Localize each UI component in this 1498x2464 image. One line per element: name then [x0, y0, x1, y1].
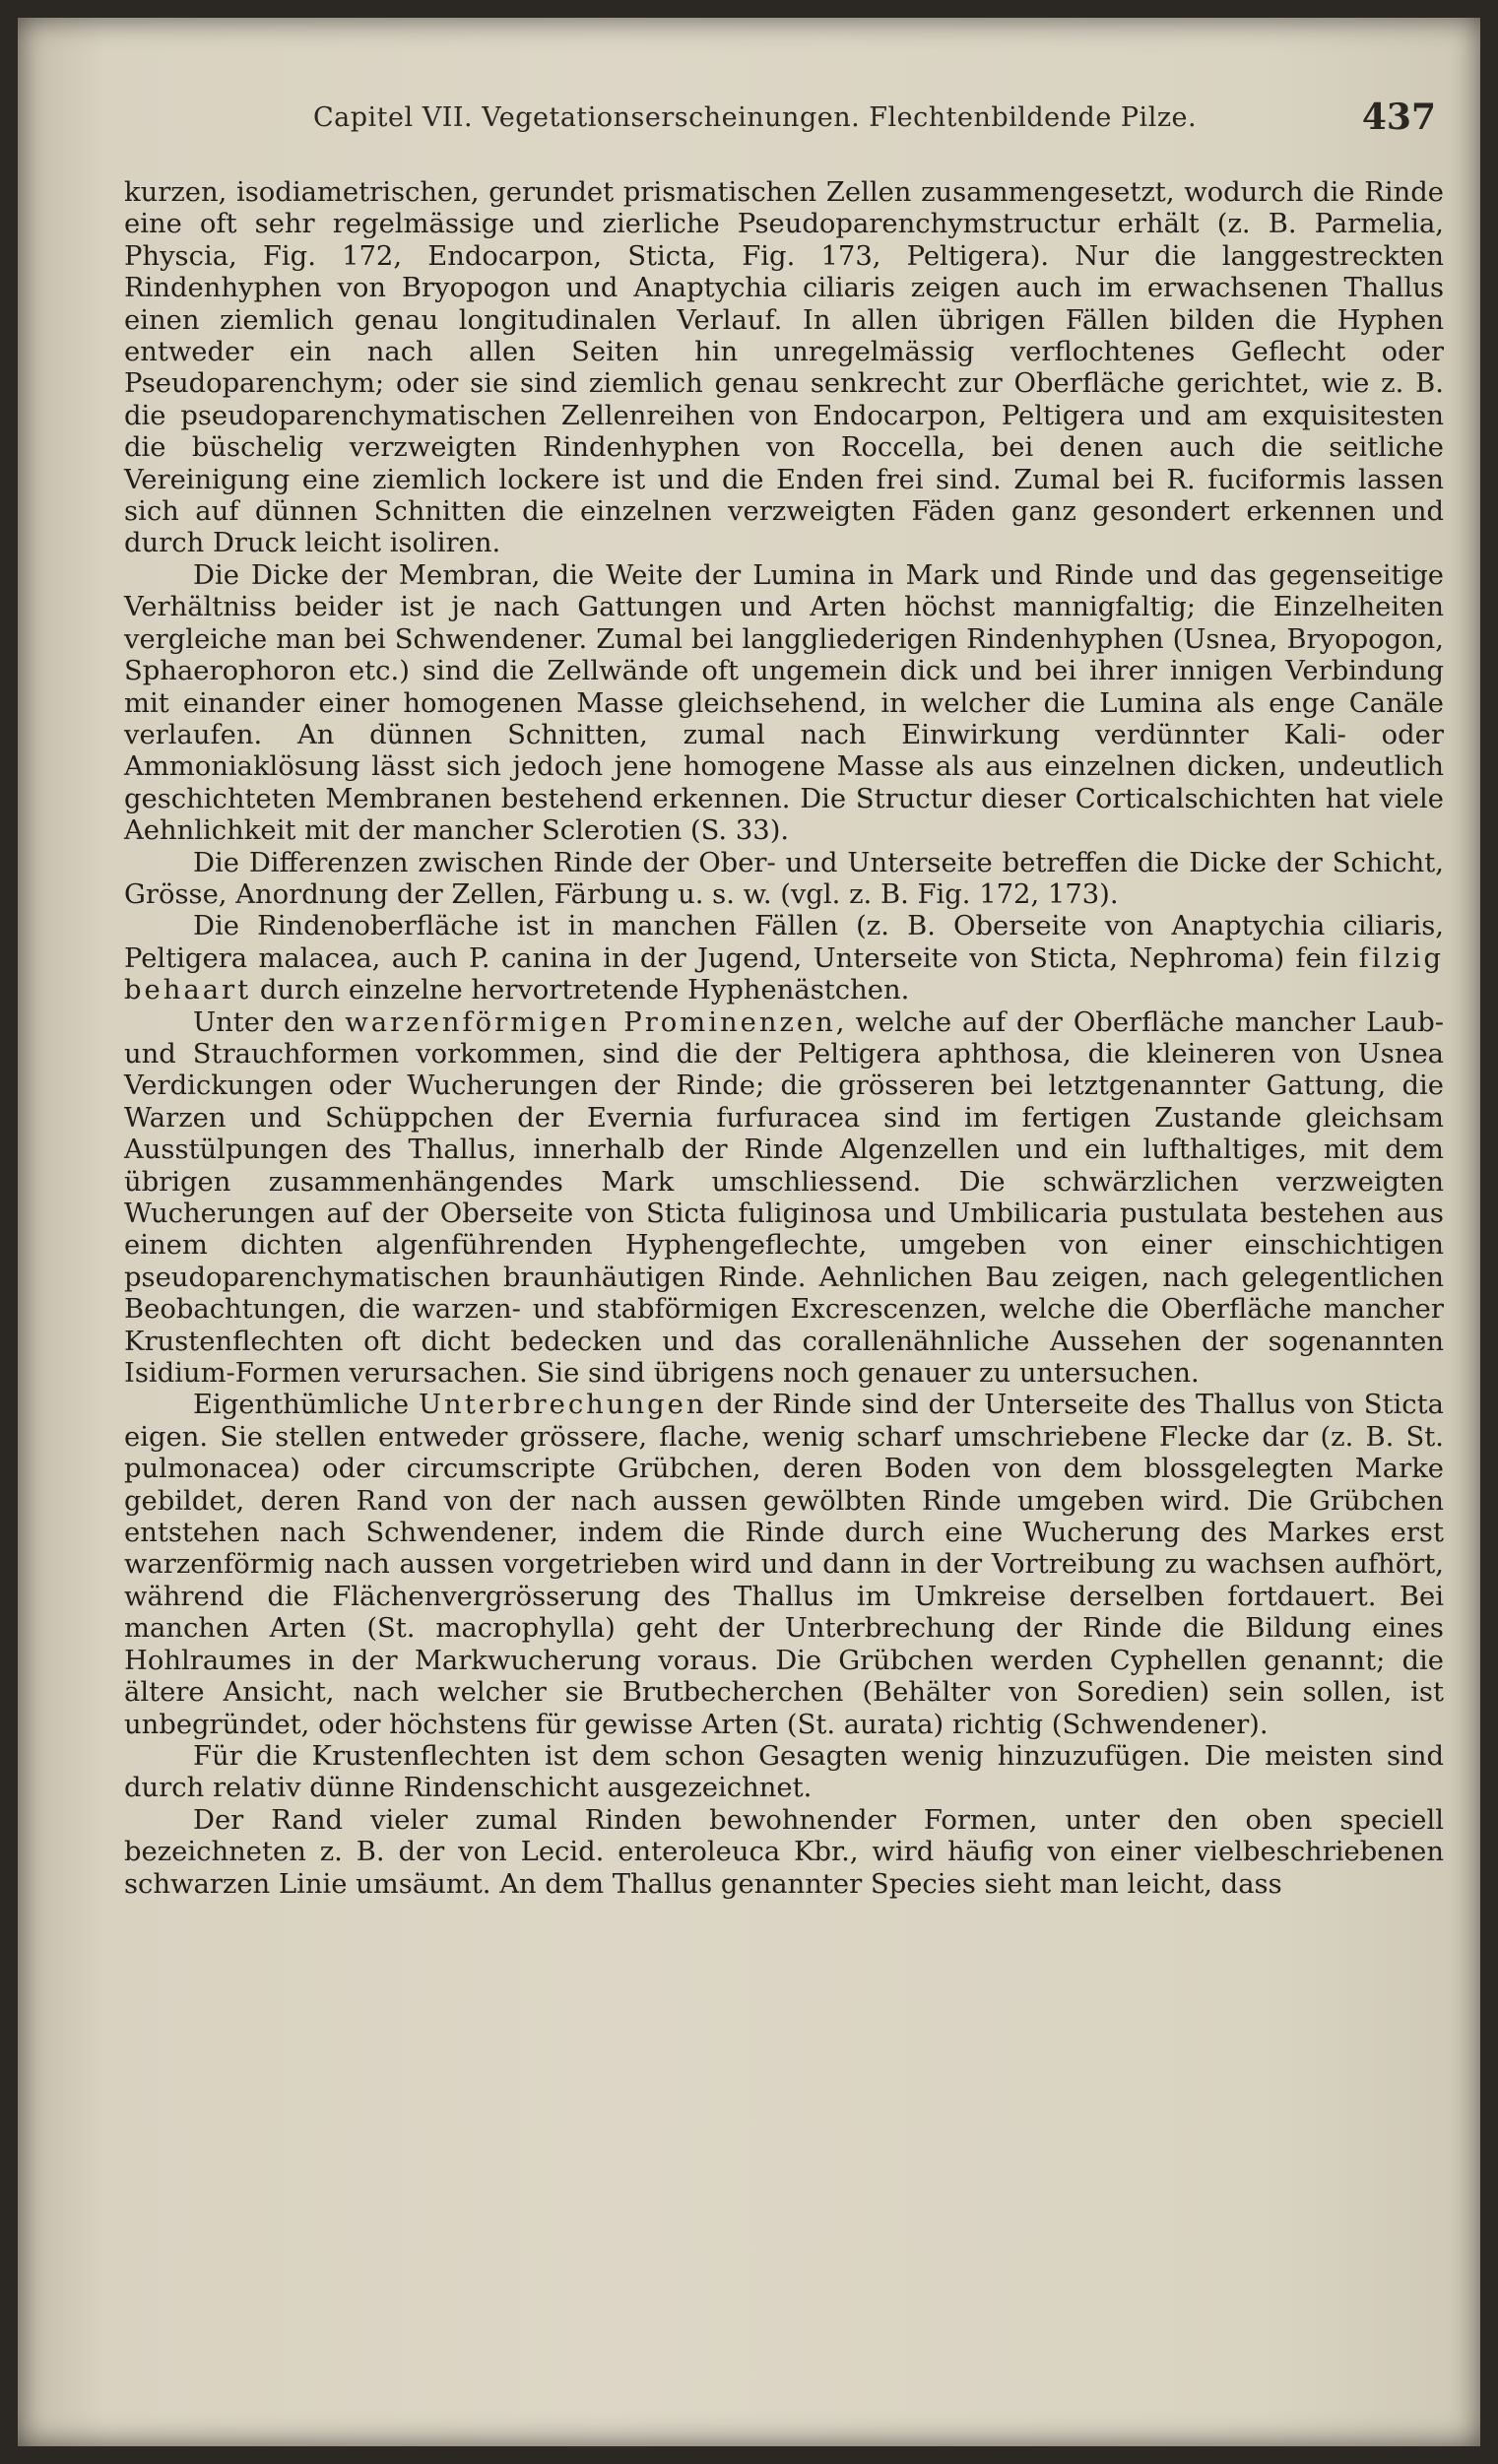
- paragraph-4-spaced-term: filzig behaart: [124, 942, 1444, 1006]
- paragraph-5: [124, 1007, 1444, 1391]
- paragraph-5-spaced-term: warzenförmigen Prominenzen: [345, 1006, 836, 1038]
- book-page: [18, 18, 1480, 2446]
- running-title: Capitel VII. Vegetationserscheinungen. Flechtenbildende Pilze.: [313, 102, 1198, 133]
- paragraph-4-text-b: durch einzelne hervortretende Hyphenästchen.: [251, 975, 910, 1006]
- page-header: [313, 95, 1475, 154]
- paragraph-6-spaced-term: Unterbrechungen: [418, 1390, 707, 1421]
- paragraph-1: kurzen, isodiametrischen, gerundet prismatischen Zellen zusammengesetzt, wodurch die Rinde eine oft sehr regelmässige und zierliche Pseudoparenchymstructur erhält (z. B. Parmelia, Physcia, Fig. 172, Endocarpon, Sticta, Fig. 173, Peltigera). Nur die langgestreckten Rindenhyphen von Bryopogon und Anaptychia ciliaris zeigen auch im erwachsenen Thallus einen ziemlich genau longitudinalen Verlauf. In allen übrigen Fällen bilden die Hyphen entweder ein nach allen Seiten hin unregelmässig verflochtenes Geflecht oder Pseudoparenchym; oder sie sind ziemlich genau senkrecht zur Oberfläche gerichtet, wie z. B. die pseudoparenchymatischen Zellenreihen von Endocarpon, Peltigera und am exquisitesten die büschelig verzweigten Rindenhyphen von Roccella, bei denen auch die seitliche Vereinigung eine ziemlich lockere ist und die Enden frei sind. Zumal bei R. fuciformis lassen sich auf dünnen Schnitten die einzelnen verzweigten Fäden ganz gesondert erkennen und durch Druck leicht isoliren.: [124, 177, 1444, 559]
- paragraph-4-text-a: Die Rindenoberfläche ist in manchen Fällen (z. B. Oberseite von Anaptychia ciliaris, Peltigera malacea, auch P. canina in der Jugend, Unterseite von Sticta, Nephroma) fein: [124, 911, 1444, 974]
- body-text: [124, 177, 1444, 1901]
- paragraph-6-text-b: der Rinde sind der Unterseite des Thallus von Sticta eigen. Sie stellen entweder grössere, flache, wenig scharf umschriebene Flecke dar (z. B. St. pulmonacea) oder circumscripte Grübchen, deren Boden von dem blossgelegten Marke gebildet, deren Rand von der nach aussen gewölbten Rinde umgeben wird. Die Grübchen entstehen nach Schwendener, indem die Rinde durch eine Wucherung des Markes erst warzenförmig nach aussen vorgetrieben wird und dann in der Vortreibung zu wachsen aufhört, während die Flächenvergrösserung des Thallus im Umkreise derselben fortdauert. Bei manchen Arten (St. macrophylla) geht der Unterbrechung der Rinde die Bildung eines Hohlraumes in der Markwucherung voraus. Die Grübchen werden Cyphellen genannt; die ältere Ansicht, nach welcher sie Brutbecherchen (Behälter von Soredien) sein sollen, ist unbegründet, oder höchstens für gewisse Arten (St. aurata) richtig (Schwendener).: [124, 1390, 1444, 1740]
- paragraph-6-text-a: Eigenthümliche: [193, 1390, 419, 1421]
- paragraph-6: [124, 1390, 1444, 1740]
- paragraph-5-text-a: Unter den: [193, 1006, 346, 1038]
- paragraph-4: [124, 911, 1444, 1006]
- paragraph-3: Die Differenzen zwischen Rinde der Ober- und Unterseite betreffen die Dicke der Schicht, Grösse, Anordnung der Zellen, Färbung u. s. w. (vgl. z. B. Fig. 172, 173).: [124, 847, 1444, 910]
- paragraph-8: Der Rand vieler zumal Rinden bewohnender Formen, unter den oben speciell bezeichneten z. B. der von Lecid. enteroleuca Kbr., wird häufig von einer vielbeschriebenen schwarzen Linie umsäumt. An dem Thallus genannter Species sieht man leicht, dass: [124, 1804, 1444, 1900]
- paragraph-7: Für die Krustenflechten ist dem schon Gesagten wenig hinzuzufügen. Die meisten sind durch relativ dünne Rindenschicht ausgezeichnet.: [124, 1740, 1444, 1804]
- paragraph-2: Die Dicke der Membran, die Weite der Lumina in Mark und Rinde und das gegenseitige Verhältniss beider ist je nach Gattungen und Arten höchst mannigfaltig; die Einzelheiten vergleiche man bei Schwendener. Zumal bei langgliederigen Rindenhyphen (Usnea, Bryopogon, Sphaerophoron etc.) sind die Zellwände oft ungemein dick und bei ihrer innigen Verbindung mit einander einer homogenen Masse gleichsehend, in welcher die Lumina als enge Canäle verlaufen. An dünnen Schnitten, zumal nach Einwirkung verdünnter Kali- oder Ammoniaklösung lässt sich jedoch jene homogene Masse als aus einzelnen dicken, undeutlich geschichteten Membranen bestehend erkennen. Die Structur dieser Corticalschichten hat viele Aehnlichkeit mit der mancher Sclerotien (S. 33).: [124, 559, 1444, 847]
- paragraph-5-text-b: , welche auf der Oberfläche mancher Laub- und Strauchformen vorkommen, sind die der Peltigera aphthosa, die kleineren von Usnea Verdickungen oder Wucherungen der Rinde; die grösseren bei letztgenannter Gattung, die Warzen und Schüppchen der Evernia furfuracea sind im fertigen Zustande gleichsam Ausstülpungen des Thallus, innerhalb der Rinde Algenzellen und ein lufthaltiges, mit dem übrigen zusammenhängendes Mark umschliessend. Die schwärzlichen verzweigten Wucherungen auf der Oberseite von Sticta fuliginosa und Umbilicaria pustulata bestehen aus einem dichten algenführenden Hyphengeflechte, umgeben von einer einschichtigen pseudoparenchymatischen braunhäutigen Rinde. Aehnlichen Bau zeigen, nach gelegentlichen Beobachtungen, die warzen- und stabförmigen Excrescenzen, welche die Oberfläche mancher Krustenflechten oft dicht bedecken und das corallenähnliche Aussehen der sogenannten Isidium-Formen verursachen. Sie sind übrigens noch genauer zu untersuchen.: [124, 1006, 1445, 1390]
- page-number: 437: [1361, 97, 1436, 138]
